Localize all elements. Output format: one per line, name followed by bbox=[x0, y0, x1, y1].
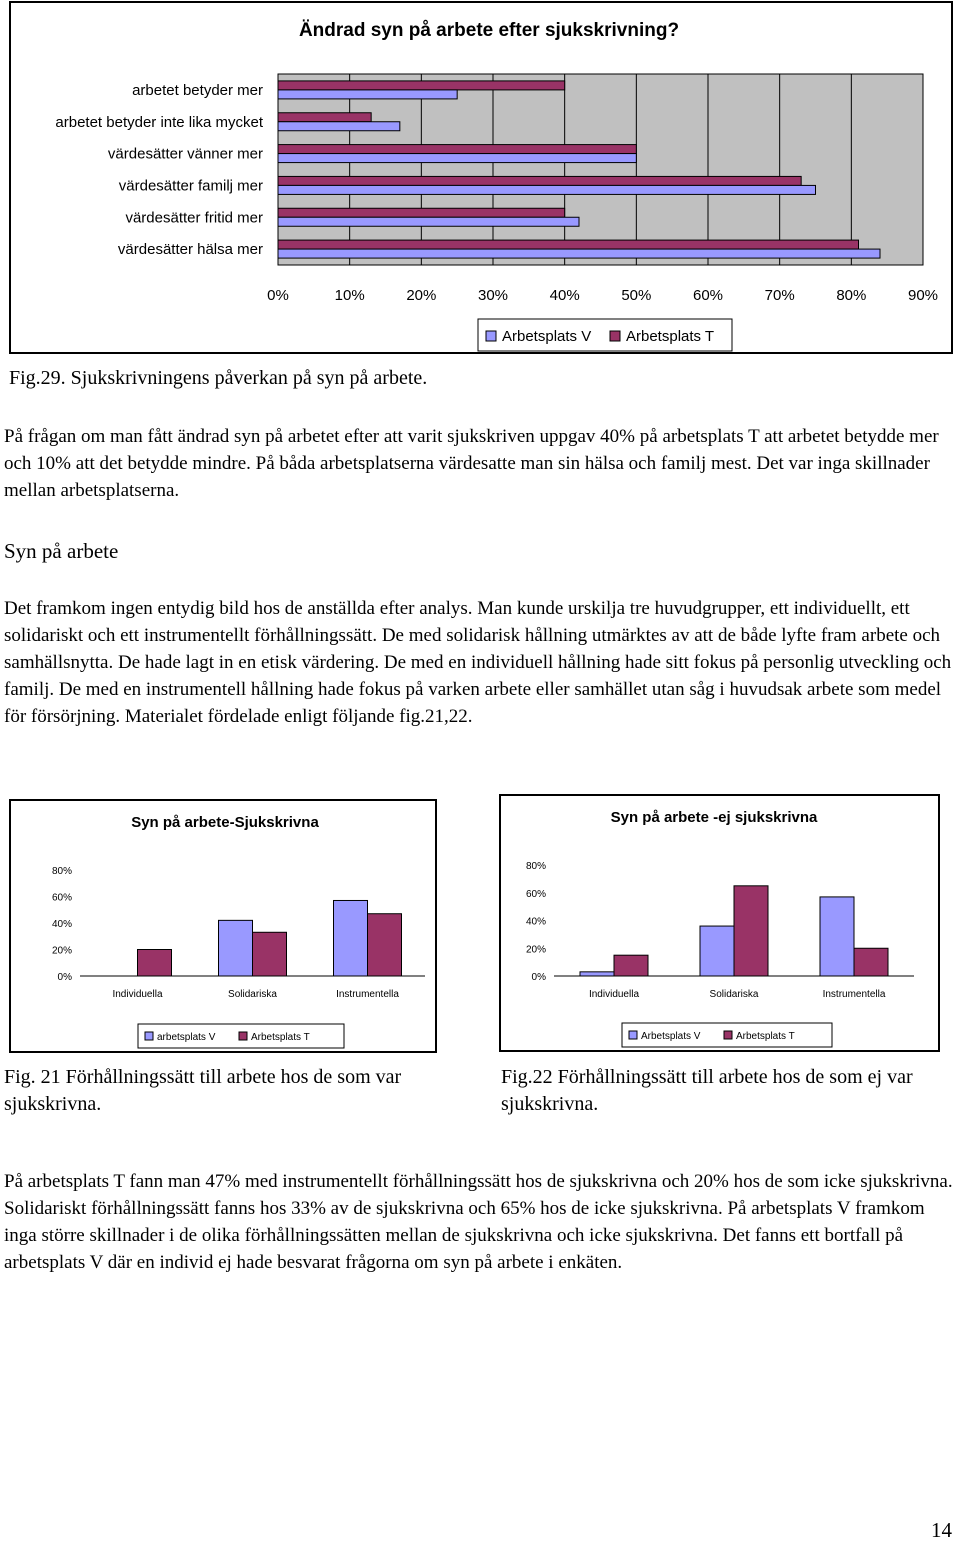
y-tick-label: 20% bbox=[51, 945, 72, 957]
paragraph-2: Det framkom ingen entydig bild hos de anställda efter analys. Man kunde urskilja tre huvudgrupper, ett individuellt, ett solidariskt och ett instrumentellt förhållningssätt. De med solidarisk hållning utmärktes av att de både lyfte fram arbete och samhällsnytta. De hade lagt in en etisk värdering. De med en individuell hållning hade sitt fokus på personlig utveckling och familj. De med en instrumentell hållning hade fokus på varken arbete eller samhället utan såg i huvudsak arbete som medel för försörjning. Materialet fördelade enligt följande fig.21,22. bbox=[4, 598, 952, 727]
bar-arbetsplats-v bbox=[278, 90, 457, 99]
category-label: Individuella bbox=[112, 989, 163, 1000]
chart-title: Ändrad syn på arbete efter sjukskrivning? bbox=[298, 20, 680, 41]
bar-arbetsplats-t bbox=[138, 950, 172, 977]
category-label: värdesätter hälsa mer bbox=[117, 241, 263, 259]
bar-arbetsplats-v bbox=[278, 154, 636, 163]
legend-label-v: Arbetsplats V bbox=[502, 328, 592, 345]
chart-fig22-frame bbox=[499, 794, 940, 1052]
legend-label-t: Arbetsplats T bbox=[736, 1031, 795, 1042]
paragraph-1: På frågan om man fått ändrad syn på arbetet efter att varit sjukskriven uppgav 40% på arbetsplats T att arbetet betydde mer och 10% att det betydde mindre. På båda arbetsplatserna värdesatte man sin hälsa och familj mest. Det var inga skillnader mellan arbetsplatserna. bbox=[4, 426, 939, 501]
chart-title: Syn på arbete-Sjukskrivna bbox=[131, 814, 319, 831]
bar-arbetsplats-t bbox=[734, 886, 768, 976]
bar-arbetsplats-t bbox=[614, 955, 648, 976]
legend-label-v: arbetsplats V bbox=[157, 1032, 216, 1043]
chart-title: Syn på arbete -ej sjukskrivna bbox=[610, 809, 818, 826]
x-tick-label: 60% bbox=[692, 287, 724, 304]
bar-arbetsplats-v bbox=[278, 122, 400, 131]
bar-arbetsplats-v bbox=[219, 920, 253, 976]
x-tick-label: 30% bbox=[477, 287, 509, 304]
chart-fig21 bbox=[11, 801, 435, 1051]
category-label: värdesätter familj mer bbox=[118, 177, 263, 195]
page-number: 14 bbox=[931, 1518, 952, 1542]
chart-fig22 bbox=[501, 796, 938, 1050]
y-tick-label: 20% bbox=[525, 944, 546, 956]
plot-area bbox=[278, 74, 923, 265]
paragraph-3: På arbetsplats T fann man 47% med instrumentellt förhållningssätt hos de sjukskrivna och 20% hos de som icke sjukskrivna. Solidariskt förhållningssätt fanns hos 33% av de sjukskrivna och 65% hos de icke sjukskrivna. På arbetsplats V framkom inga större skillnader i de olika förhållningssätten mellan de sjukskrivna och icke sjukskrivna. Det fanns ett bortfall på arbetsplats V där en individ ej hade besvarat frågorna om syn på arbete i enkäten. bbox=[4, 1171, 953, 1273]
bar-arbetsplats-t bbox=[278, 208, 565, 217]
x-tick-label: 40% bbox=[549, 287, 580, 304]
bar-arbetsplats-t bbox=[278, 240, 859, 249]
legend-swatch-v bbox=[629, 1031, 637, 1039]
bar-arbetsplats-t bbox=[854, 948, 888, 976]
category-label: Instrumentella bbox=[336, 989, 399, 1000]
legend-swatch-t bbox=[724, 1031, 732, 1039]
chart-fig21-frame bbox=[9, 799, 437, 1053]
x-tick-label: 10% bbox=[334, 287, 365, 304]
bar-arbetsplats-t bbox=[278, 113, 371, 122]
y-tick-label: 60% bbox=[51, 892, 72, 904]
legend-swatch-t bbox=[610, 331, 620, 341]
bar-arbetsplats-t bbox=[253, 932, 287, 976]
x-tick-label: 90% bbox=[907, 287, 939, 304]
bar-arbetsplats-v bbox=[820, 897, 854, 976]
x-tick-label: 80% bbox=[836, 287, 867, 304]
bar-arbetsplats-t bbox=[278, 145, 636, 154]
bar-arbetsplats-v bbox=[278, 185, 816, 194]
y-tick-label: 80% bbox=[51, 866, 72, 877]
legend-swatch-v bbox=[486, 331, 496, 341]
bar-arbetsplats-v bbox=[278, 249, 880, 258]
legend-swatch-t bbox=[239, 1032, 247, 1040]
y-tick-label: 0% bbox=[57, 972, 72, 983]
category-label: värdesätter vänner mer bbox=[107, 145, 263, 163]
category-label: Instrumentella bbox=[822, 989, 886, 1000]
x-tick-label: 20% bbox=[406, 287, 437, 304]
bar-arbetsplats-t bbox=[278, 176, 801, 185]
fig22-caption: Fig.22 Förhållningssätt till arbete hos de som ej var sjukskrivna. bbox=[501, 1066, 913, 1115]
y-tick-label: 80% bbox=[525, 861, 546, 872]
category-label: värdesätter fritid mer bbox=[125, 209, 263, 227]
bar-arbetsplats-t bbox=[278, 81, 565, 90]
category-label: Solidariska bbox=[228, 989, 277, 1000]
y-tick-label: 40% bbox=[525, 916, 546, 928]
category-label: Individuella bbox=[588, 989, 640, 1000]
category-label: arbetet betyder mer bbox=[132, 81, 263, 99]
legend-label-t: Arbetsplats T bbox=[626, 328, 715, 345]
chart-fig29-frame bbox=[9, 1, 953, 354]
x-tick-label: 0% bbox=[267, 287, 289, 304]
legend-label-v: Arbetsplats V bbox=[641, 1031, 701, 1042]
legend-label-t: Arbetsplats T bbox=[251, 1032, 310, 1043]
y-tick-label: 0% bbox=[531, 972, 546, 983]
x-tick-label: 50% bbox=[621, 287, 652, 304]
legend-swatch-v bbox=[145, 1032, 153, 1040]
y-tick-label: 60% bbox=[525, 888, 546, 900]
category-label: arbetet betyder inte lika mycket bbox=[55, 113, 263, 131]
fig21-caption: Fig. 21 Förhållningssätt till arbete hos de som var sjukskrivna. bbox=[4, 1066, 402, 1115]
category-label: Solidariska bbox=[709, 989, 759, 1000]
x-tick-label: 70% bbox=[764, 287, 795, 304]
bar-arbetsplats-v bbox=[580, 972, 614, 976]
bar-arbetsplats-t bbox=[368, 914, 402, 976]
bar-arbetsplats-v bbox=[278, 217, 579, 226]
bar-arbetsplats-v bbox=[700, 926, 734, 976]
chart-fig29 bbox=[11, 3, 951, 352]
fig29-caption: Fig.29. Sjukskrivningens påverkan på syn på arbete. bbox=[9, 367, 428, 389]
y-tick-label: 40% bbox=[51, 919, 72, 930]
section-heading: Syn på arbete bbox=[4, 539, 119, 563]
bar-arbetsplats-v bbox=[334, 900, 368, 976]
